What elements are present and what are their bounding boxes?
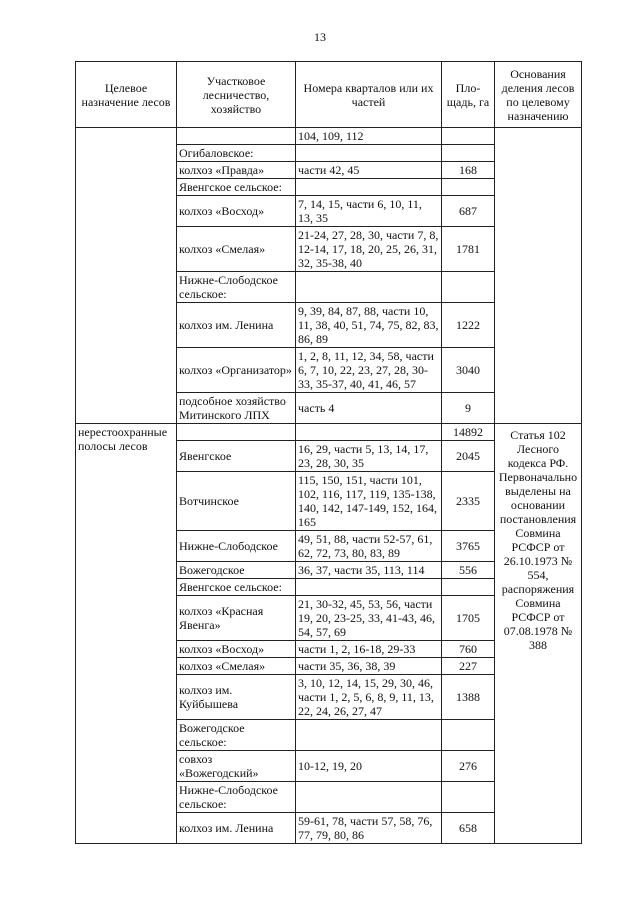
forestry-cell: Вожегодское: [177, 562, 296, 579]
basis-cell: [495, 128, 582, 424]
forestry-cell: колхоз «Правда»: [177, 162, 296, 179]
forestry-cell: колхоз им. Ленина: [177, 813, 296, 844]
header-purpose: Целевое назначение лесов: [76, 62, 177, 128]
area-cell: 1388: [442, 675, 495, 720]
section-continuation: [76, 128, 582, 424]
forestry-cell: [177, 424, 296, 441]
purpose-cell: [76, 128, 177, 424]
page-number: 13: [314, 30, 326, 44]
forestry-cell: Огибаловское:: [177, 145, 296, 162]
area-cell: [442, 179, 495, 196]
forest-table: [75, 61, 582, 844]
area-cell: 3040: [442, 348, 495, 393]
header-area-line1: Пло-: [455, 80, 481, 95]
quarters-cell: [296, 579, 442, 596]
quarters-cell: 21-24, 27, 28, 30, части 7, 8, 12-14, 17, 18, 20, 25, 26, 31, 32, 35-38, 40: [296, 227, 442, 272]
quarters-cell: 1, 2, 8, 11, 12, 34, 58, части 6, 7, 10, 22, 23, 27, 28, 30-33, 35-37, 40, 41, 46, 57: [296, 348, 442, 393]
quarters-cell: 115, 150, 151, части 101, 102, 116, 117, 119, 135-138, 140, 142, 147-149, 152, 164, 165: [296, 472, 442, 531]
forestry-cell: Явенгское сельское:: [177, 579, 296, 596]
table-row: [76, 128, 582, 145]
quarters-cell: [296, 272, 442, 303]
area-cell: 687: [442, 196, 495, 227]
area-cell: [442, 145, 495, 162]
quarters-cell: 49, 51, 88, части 52-57, 61, 62, 72, 73, 80, 83, 89: [296, 531, 442, 562]
quarters-cell: 3, 10, 12, 14, 15, 29, 30, 46, части 1, 2, 5, 6, 8, 9, 11, 13, 22, 24, 26, 27, 47: [296, 675, 442, 720]
section-total-row: [76, 424, 582, 441]
quarters-cell: часть 4: [296, 393, 442, 424]
area-cell: 760: [442, 641, 495, 658]
forestry-cell: колхоз «Смелая»: [177, 227, 296, 272]
header-area: [442, 62, 495, 128]
quarters-cell: части 1, 2, 16-18, 29-33: [296, 641, 442, 658]
header-area-line2: щадь, га: [446, 94, 490, 109]
forestry-cell: Вотчинское: [177, 472, 296, 531]
forestry-cell: совхоз «Вожегодский»: [177, 751, 296, 782]
area-cell: [442, 272, 495, 303]
forestry-cell: Вожегодское сельское:: [177, 720, 296, 751]
forestry-cell: Явенгское сельское:: [177, 179, 296, 196]
table-header-row: [76, 62, 582, 128]
area-cell: 1222: [442, 303, 495, 348]
quarters-cell: 59-61, 78, части 57, 58, 76, 77, 79, 80, 86: [296, 813, 442, 844]
quarters-cell: [296, 424, 442, 441]
area-cell: 276: [442, 751, 495, 782]
area-cell: 9: [442, 393, 495, 424]
forestry-cell: колхоз им. Ленина: [177, 303, 296, 348]
quarters-cell: [296, 179, 442, 196]
header-quarters: Номера кварталов или их частей: [296, 62, 442, 128]
area-cell: [442, 720, 495, 751]
area-cell: 168: [442, 162, 495, 179]
forestry-cell: Явенгское: [177, 441, 296, 472]
forestry-cell: [177, 128, 296, 145]
forestry-cell: Нижне-Слободское сельское:: [177, 782, 296, 813]
area-cell: 556: [442, 562, 495, 579]
header-forestry: Участковое лесничество, хозяйство: [177, 62, 296, 128]
purpose-cell: нерестоохранные полосы лесов: [76, 424, 177, 844]
area-cell: 227: [442, 658, 495, 675]
area-cell: 1705: [442, 596, 495, 641]
forestry-cell: подсобное хозяйство Митинского ЛПХ: [177, 393, 296, 424]
quarters-cell: 9, 39, 84, 87, 88, части 10, 11, 38, 40, 51, 74, 75, 82, 83, 86, 89: [296, 303, 442, 348]
area-cell: 2335: [442, 472, 495, 531]
basis-cell: Статья 102 Лесного кодекса РФ. Первоначально выделены на основании постановления Совмина РСФСР от 26.10.1973 № 554, распоряжения Совмина РСФСР от 07.08.1978 № 388: [495, 424, 582, 844]
forestry-cell: колхоз «Восход»: [177, 196, 296, 227]
quarters-cell: 10-12, 19, 20: [296, 751, 442, 782]
quarters-cell: [296, 782, 442, 813]
area-cell: 1781: [442, 227, 495, 272]
quarters-cell: 36, 37, части 35, 113, 114: [296, 562, 442, 579]
total-area-cell: 14892: [442, 424, 495, 441]
quarters-cell: части 35, 36, 38, 39: [296, 658, 442, 675]
quarters-cell: 16, 29, части 5, 13, 14, 17, 23, 28, 30, 35: [296, 441, 442, 472]
area-cell: 3765: [442, 531, 495, 562]
forestry-cell: колхоз им. Куйбышева: [177, 675, 296, 720]
forestry-cell: колхоз «Организатор»: [177, 348, 296, 393]
forestry-cell: колхоз «Красная Явенга»: [177, 596, 296, 641]
quarters-cell: [296, 720, 442, 751]
quarters-cell: 21, 30-32, 45, 53, 56, части 19, 20, 23-25, 33, 41-43, 46, 54, 57, 69: [296, 596, 442, 641]
quarters-cell: части 42, 45: [296, 162, 442, 179]
area-cell: 2045: [442, 441, 495, 472]
area-cell: [442, 782, 495, 813]
quarters-cell: 7, 14, 15, части 6, 10, 11, 13, 35: [296, 196, 442, 227]
forestry-cell: колхоз «Восход»: [177, 641, 296, 658]
forestry-cell: колхоз «Смелая»: [177, 658, 296, 675]
header-basis: Основания деления лесов по целевому назначению: [495, 62, 582, 128]
forestry-cell: Нижне-Слободское сельское:: [177, 272, 296, 303]
section-spawning-strips: [76, 424, 582, 844]
area-cell: [442, 128, 495, 145]
area-cell: [442, 579, 495, 596]
area-cell: 658: [442, 813, 495, 844]
quarters-cell: 104, 109, 112: [296, 128, 442, 145]
forestry-cell: Нижне-Слободское: [177, 531, 296, 562]
quarters-cell: [296, 145, 442, 162]
